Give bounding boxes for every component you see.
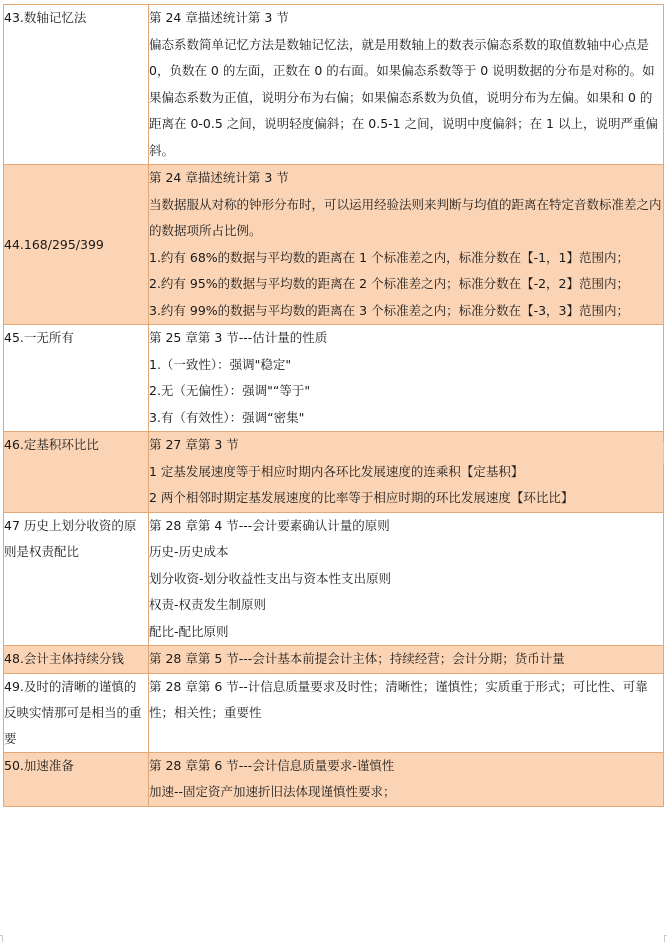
table-row xyxy=(4,752,664,806)
term-cell xyxy=(4,512,149,646)
explanation-line: 偏态系数简单记忆方法是数轴记忆法，就是用数轴上的数表示偏态系数的取值数轴中心点是 0，负数在 0 的左面，正数在 0 的右面。如果偏态系数等于 0 说明数据的分布是对称的。如果偏态系数为正值，说明分布为右偏；如果偏态系数为负值，说明分布为左偏。如果和 0 的距离在 0-0.5 之间，说明轻度偏斜；在 0.5-1 之间，说明中度偏斜；在 1 以上，说明严重偏斜。 xyxy=(149,36,658,158)
term-label: 48.会计主体持续分钱 xyxy=(4,651,124,666)
chapter-line: 第 24 章描述统计第 3 节 xyxy=(149,170,289,185)
term-cell xyxy=(4,432,149,513)
explanation-cell xyxy=(149,752,664,806)
term-label: 46.定基积环比比 xyxy=(4,437,99,452)
term-cell xyxy=(4,325,149,432)
page-edge-mark xyxy=(663,442,667,464)
explanation-line: 当数据服从对称的钟形分布时，可以运用经验法则来判断与均值的距离在特定音数标准差之内的数据项所占比例。 xyxy=(149,196,662,238)
mnemonics-table xyxy=(3,4,664,807)
chapter-line: 第 27 章第 3 节 xyxy=(149,437,239,452)
explanation-line: 划分收资-划分收益性支出与资本性支出原则 xyxy=(149,570,392,586)
term-label: 49.及时的清晰的谨慎的反映实情那可是相当的重要 xyxy=(4,678,142,746)
term-label: 47 历史上划分收资的原则是权责配比 xyxy=(4,517,137,559)
term-cell xyxy=(4,165,149,325)
explanation-line: 加速--固定资产加速折旧法体现谨慎性要求； xyxy=(149,784,396,799)
table-row xyxy=(4,673,664,752)
chapter-line: 第 28 章第 4 节---会计要素确认计量的原则 xyxy=(149,517,390,533)
table-row xyxy=(4,325,664,432)
table-row xyxy=(4,432,664,513)
explanation-line: 1.约有 68%的数据与平均数的距离在 1 个标准差之内，标准分数在【-1，1】范围内； xyxy=(149,249,630,265)
page-corner-mark xyxy=(0,935,3,942)
term-cell xyxy=(4,673,149,752)
term-label: 45.一无所有 xyxy=(4,330,74,345)
explanation-line: 1 定基发展速度等于相应时期内各环比发展速度的连乘积【定基积】 xyxy=(149,463,524,479)
explanation-line: 配比-配比原则 xyxy=(149,623,229,639)
term-cell xyxy=(4,646,149,674)
explanation-cell xyxy=(149,432,664,513)
explanation-line: 3.有（有效性）：强调“密集" xyxy=(149,409,305,425)
term-label: 44.168/295/399 xyxy=(4,236,104,252)
term-label: 50.加速准备 xyxy=(4,757,74,773)
explanation-cell xyxy=(149,5,664,165)
table-row xyxy=(4,646,664,674)
explanation-cell xyxy=(149,165,664,325)
table-row xyxy=(4,512,664,646)
explanation-line: 2.无（无偏性）：强调"“等于" xyxy=(149,383,311,398)
explanation-line: 2.约有 95%的数据与平均数的距离在 2 个标准差之内；标准分数在【-2，2】范围内； xyxy=(149,276,630,291)
explanation-cell xyxy=(149,673,664,752)
chapter-line: 第 28 章第 5 节---会计基本前提会计主体；持续经营；会计分期；货币计量 xyxy=(149,651,565,666)
explanation-cell xyxy=(149,646,664,674)
table-row xyxy=(4,5,664,165)
explanation-line: 3.约有 99%的数据与平均数的距离在 3 个标准差之内；标准分数在【-3，3】范围内； xyxy=(149,302,630,318)
chapter-line: 第 25 章第 3 节---估计量的性质 xyxy=(149,330,328,345)
term-cell xyxy=(4,752,149,806)
explanation-line: 历史-历史成本 xyxy=(149,544,229,559)
explanation-cell xyxy=(149,325,664,432)
chapter-line: 第 28 章第 6 节--计信息质量要求及时性；清晰性；谨慎性；实质重于形式；可比性、可靠性；相关性；重要性 xyxy=(149,678,648,720)
explanation-line: 2 两个相邻时期定基发展速度的比率等于相应时期的环比发展速度【环比比】 xyxy=(149,490,574,505)
chapter-line: 第 24 章描述统计第 3 节 xyxy=(149,10,289,25)
chapter-line: 第 28 章第 6 节---会计信息质量要求-谨慎性 xyxy=(149,757,395,773)
term-cell xyxy=(4,5,149,165)
explanation-cell xyxy=(149,512,664,646)
term-label: 43.数轴记忆法 xyxy=(4,10,87,25)
explanation-line: 1.（一致性）：强调"稳定" xyxy=(149,356,292,372)
table-row xyxy=(4,165,664,325)
explanation-line: 权责-权责发生制原则 xyxy=(149,597,267,612)
